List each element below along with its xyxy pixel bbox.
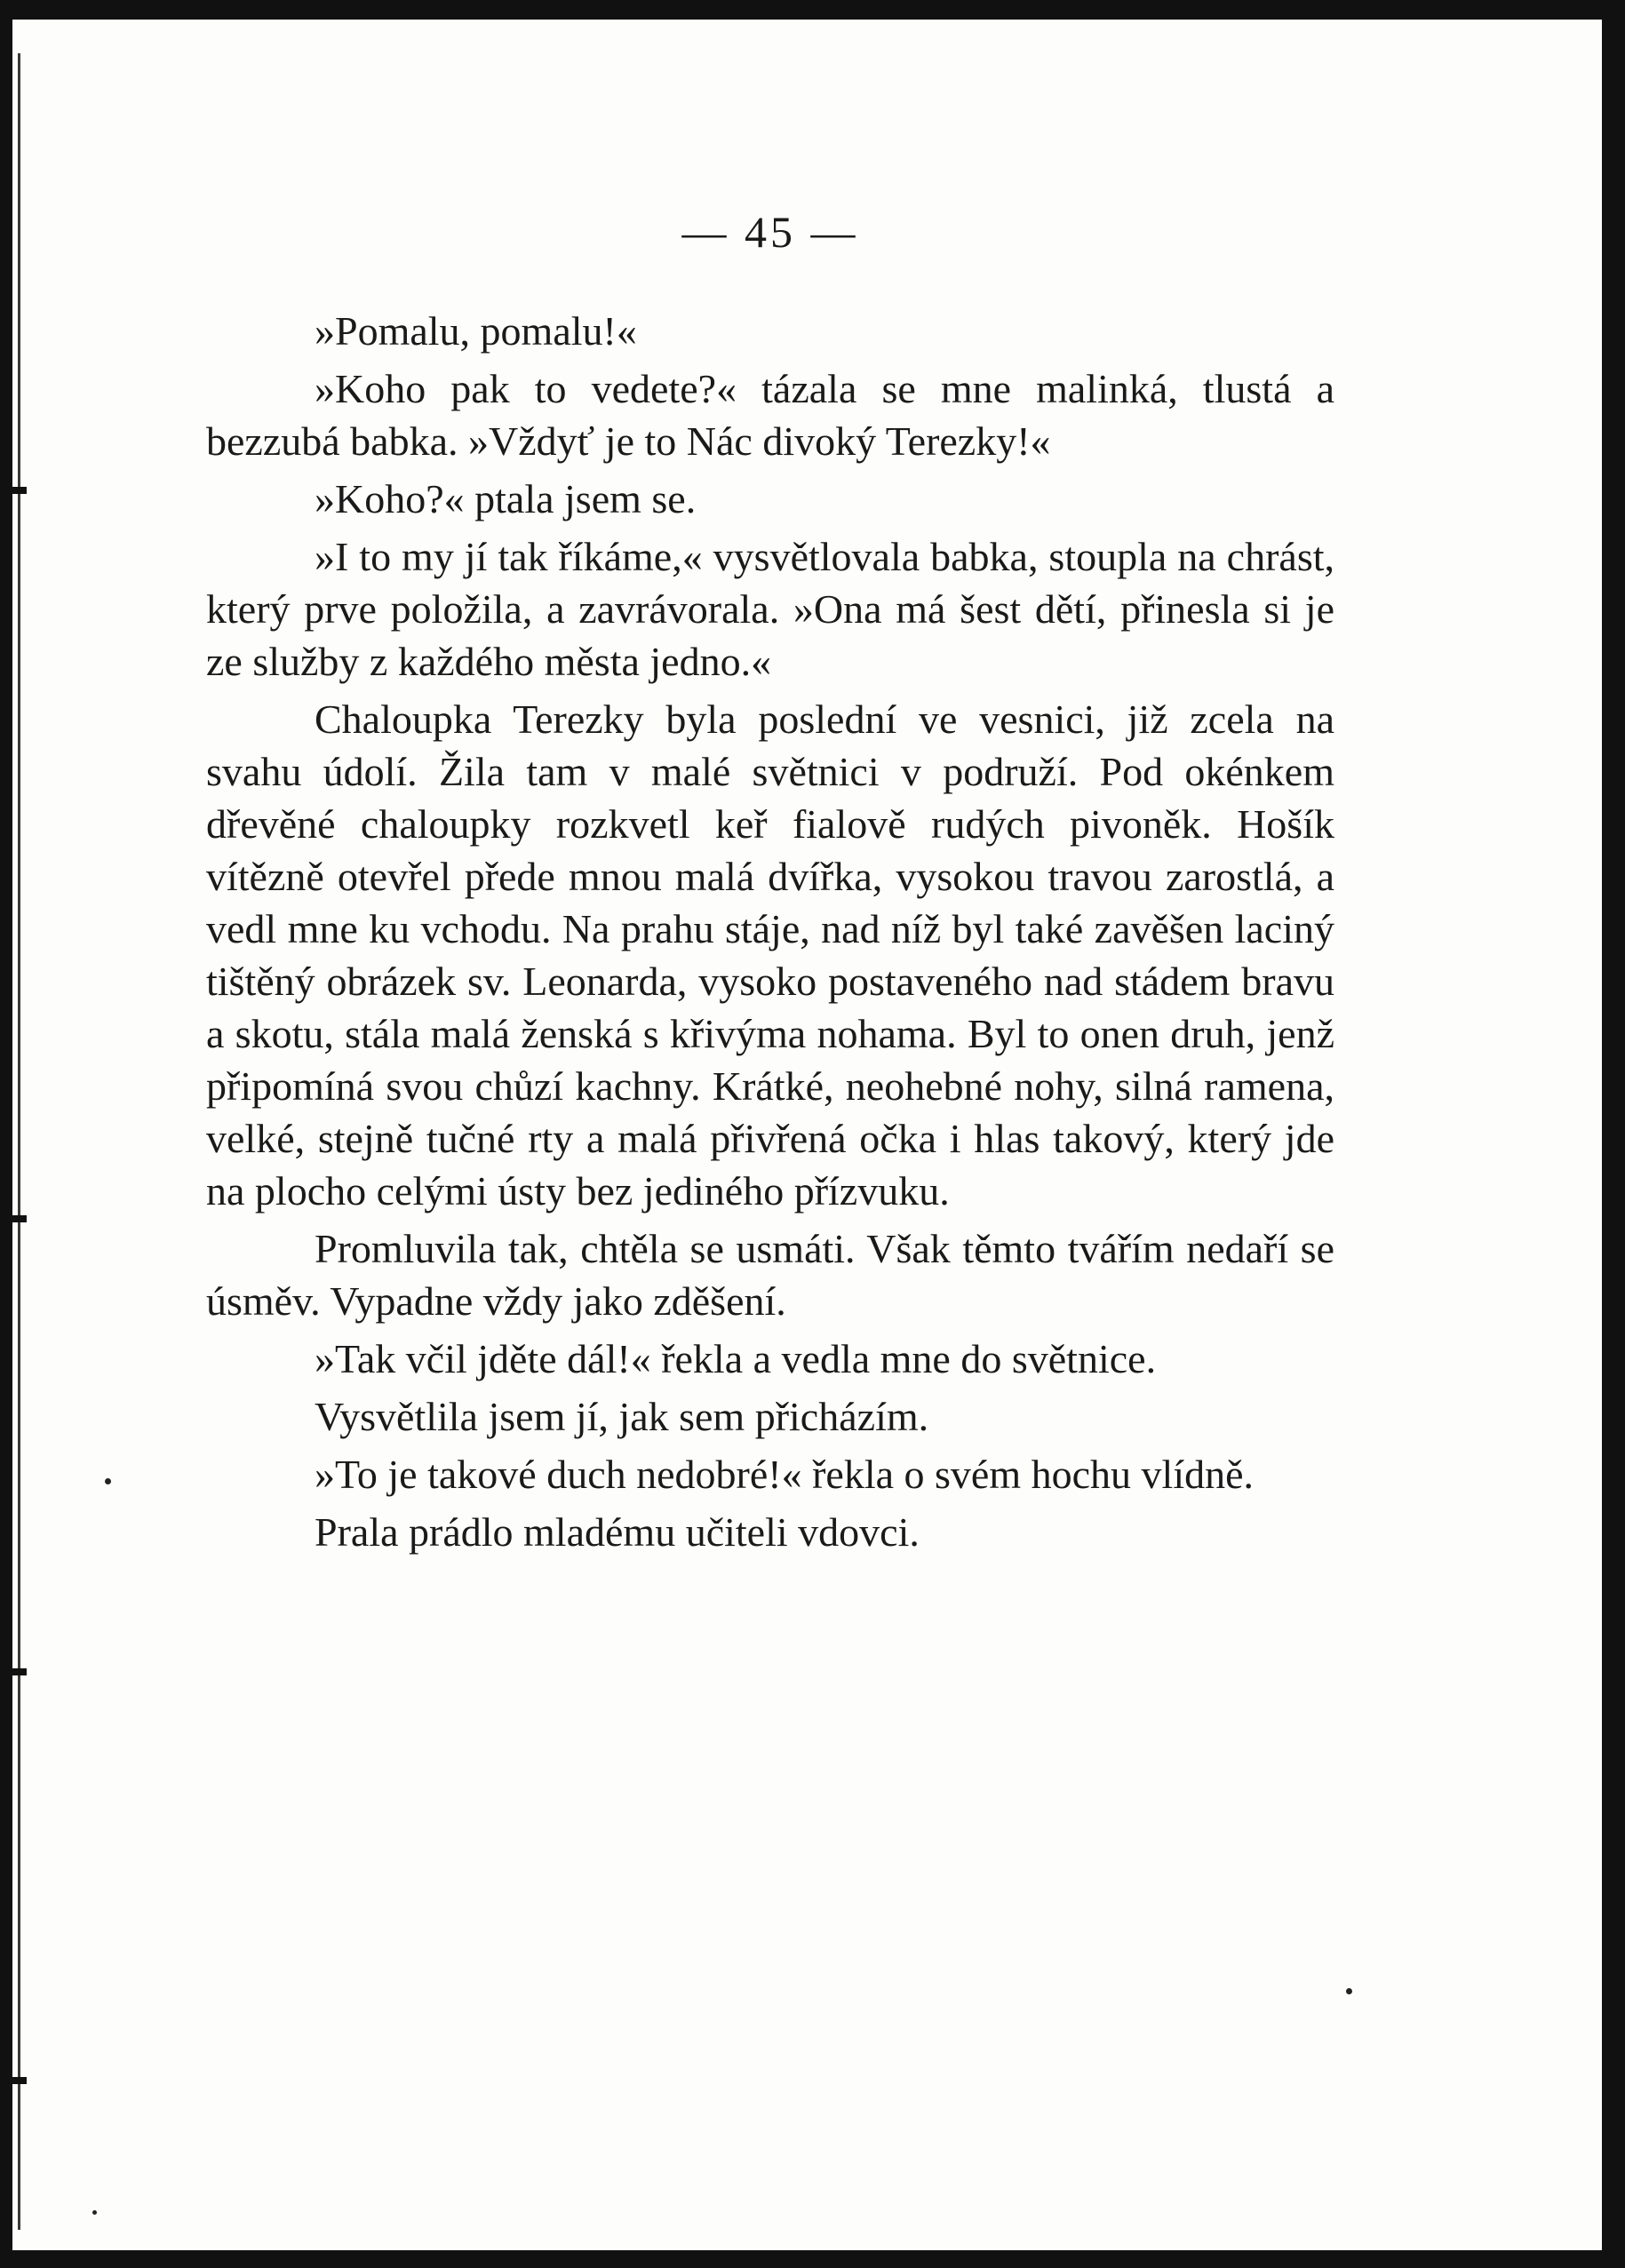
paragraph: Prala prádlo mladému učiteli vdovci. bbox=[315, 1509, 920, 1555]
page-text bbox=[206, 206, 1334, 1564]
scan-border-right bbox=[1602, 0, 1625, 2268]
paragraph: »Koho?« ptala jsem se. bbox=[315, 476, 697, 521]
paragraph: Vysvětlila jsem jí, jak sem přicházím. bbox=[315, 1394, 929, 1439]
paragraph: »Pomalu, pomalu!« bbox=[315, 308, 637, 354]
paragraph: »To je takové duch nedobré!« řekla o svém hochu vlídně. bbox=[315, 1452, 1255, 1497]
paragraph: »Koho pak to vedete?« tázala se mne malinká, tlustá a bezzubá babka. »Vždyť je to Nác divoký Terezky!« bbox=[206, 366, 1334, 464]
binding-notch bbox=[7, 487, 27, 494]
page-number: — 45 — bbox=[681, 207, 859, 257]
paragraph: »I to my jí tak říkáme,« vysvětlovala babka, stoupla na chrást, který prve položila, a zavrávorala. »Ona má šest dětí, přinesla si je ze služby z každého města jedno.« bbox=[206, 534, 1334, 684]
paragraph: Chaloupka Terezky byla poslední ve vesnici, již zcela na svahu údolí. Žila tam v malé světnici v podruží. Pod okénkem dřevěné chaloupky rozkvetl keř fialově rudých pivoněk. Hošík vítězně otevřel přede mnou malá dvířka, vysokou travou zarostlá, a vedl mne ku vchodu. Na prahu stáje, nad níž byl také zavěšen laciný tištěný obrázek sv. Leonarda, vysoko postaveného nad stádem bravu a skotu, stála malá ženská s křivýma nohama. Byl to onen druh, jenž připomíná svou chůzí kachny. Krátké, neohebné nohy, silná ramena, velké, stejně tučné rty a malá přivřená očka i hlas takový, který jde na plocho celými ústy bez jediného přízvuku. bbox=[206, 696, 1334, 1214]
scan-border-top bbox=[0, 0, 1625, 20]
binding-notch bbox=[7, 2077, 27, 2084]
scan-border-left bbox=[0, 0, 12, 2268]
paragraph: Promluvila tak, chtěla se usmáti. Však těmto tvářím nedaří se úsměv. Vypadne vždy jako zděšení. bbox=[206, 1226, 1334, 1324]
dust-speck bbox=[92, 2210, 97, 2215]
scan-border-bottom bbox=[0, 2250, 1625, 2268]
binding-notch bbox=[7, 1215, 27, 1222]
dust-speck bbox=[105, 1478, 111, 1484]
dust-speck bbox=[1346, 1988, 1352, 1994]
binding-notch bbox=[7, 1668, 27, 1675]
paragraph: »Tak včil jděte dál!« řekla a vedla mne do světnice. bbox=[315, 1336, 1157, 1381]
binding-spine-line bbox=[18, 53, 20, 2230]
